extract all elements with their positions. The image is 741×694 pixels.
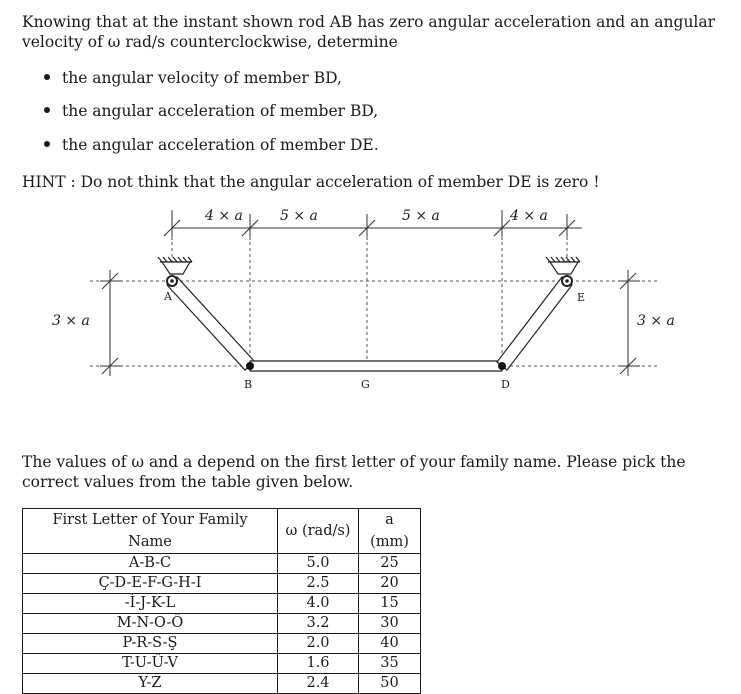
table-row: [23, 674, 421, 694]
table-row: [23, 574, 421, 594]
values-table: [22, 508, 421, 694]
cell-a: 20: [359, 574, 421, 594]
problem-intro: Knowing that at the instant shown rod AB has zero angular acceleration and an angular velocity of ω rad/s counterclockwise, determine: [22, 13, 716, 51]
ground-support-a: [158, 257, 192, 274]
dim-label-top-2: 5 × a: [280, 208, 318, 224]
guide-lines: [90, 236, 660, 366]
cell-omega: 4.0: [278, 594, 359, 614]
pin-a-center: [170, 279, 174, 283]
hint-text: HINT : Do not think that the angular acceleration of member DE is zero !: [22, 173, 600, 191]
cell-omega: 3.2: [278, 614, 359, 634]
cell-a: 15: [359, 594, 421, 614]
dim-label-right: 3 × a: [637, 313, 675, 329]
cell-a: 40: [359, 634, 421, 654]
pin-e-center: [565, 279, 569, 283]
cell-letter: T-U-Ü-V: [23, 654, 278, 674]
dim-label-top-4: 4 × a: [510, 208, 548, 224]
cell-omega: 2.5: [278, 574, 359, 594]
instructions-text: The values of ω and a depend on the first letter of your family name. Please pick the correct values from the table given below.: [22, 453, 686, 491]
bullet-text: the angular acceleration of member BD,: [62, 102, 379, 120]
cell-a: 30: [359, 614, 421, 634]
cell-omega: 2.4: [278, 674, 359, 694]
rod-de: [497, 277, 572, 370]
label-a: A: [164, 290, 172, 303]
table-row: [23, 634, 421, 654]
rod-ab: [167, 277, 255, 370]
table-header-row: [23, 509, 421, 554]
header-letter: First Letter of Your Family Name: [23, 509, 278, 554]
cell-omega: 1.6: [278, 654, 359, 674]
dim-label-top-1: 4 × a: [205, 208, 243, 224]
cell-a: 35: [359, 654, 421, 674]
cell-letter: -İ-J-K-L: [23, 594, 278, 614]
table-row: [23, 654, 421, 674]
bullet-text: the angular velocity of member BD,: [62, 69, 342, 87]
cell-omega: 2.0: [278, 634, 359, 654]
cell-letter: A-B-C: [23, 554, 278, 574]
dim-label-top-3: 5 × a: [402, 208, 440, 224]
table-row: [23, 554, 421, 574]
pin-d: [498, 362, 506, 370]
dimension-line-left: [100, 270, 122, 376]
rod-bd: [250, 361, 502, 371]
cell-letter: P-R-S-Ş: [23, 634, 278, 654]
pin-b: [246, 362, 254, 370]
ground-support-e: [546, 257, 580, 274]
cell-a: 50: [359, 674, 421, 694]
label-b: B: [244, 378, 253, 391]
bullet-text: the angular acceleration of member DE.: [62, 136, 379, 154]
cell-letter: M-N-O-Ö: [23, 614, 278, 634]
label-d: D: [501, 378, 510, 391]
cell-letter: Ç-D-E-F-G-H-I: [23, 574, 278, 594]
cell-letter: Y-Z: [23, 674, 278, 694]
header-a: a (mm): [359, 509, 421, 554]
label-e: E: [577, 291, 586, 304]
header-omega: ω (rad/s): [278, 509, 359, 554]
table-row: [23, 594, 421, 614]
dim-label-left: 3 × a: [52, 313, 90, 329]
label-g: G: [361, 378, 370, 391]
cell-omega: 5.0: [278, 554, 359, 574]
table-row: [23, 614, 421, 634]
cell-a: 25: [359, 554, 421, 574]
